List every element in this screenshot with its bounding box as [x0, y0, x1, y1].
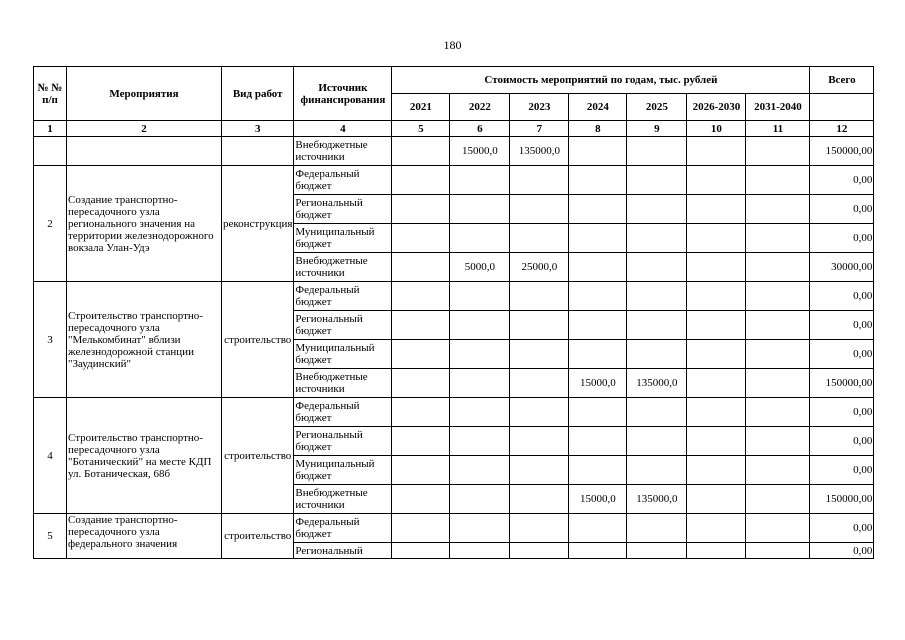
value-cell	[569, 514, 627, 543]
header-year: 2026-2030	[687, 94, 746, 121]
table-row	[34, 166, 874, 195]
value-cell	[627, 340, 687, 369]
source-cell: Муниципальный бюджет	[294, 456, 392, 485]
column-number: 8	[569, 121, 627, 137]
value-cell	[746, 282, 810, 311]
value-cell	[510, 514, 569, 543]
value-cell: 15000,0	[569, 485, 627, 514]
column-number: 1	[34, 121, 67, 137]
kind-cell: строительство	[222, 398, 294, 514]
source-cell: Внебюджетные источники	[294, 369, 392, 398]
column-number: 3	[222, 121, 294, 137]
value-cell	[450, 195, 510, 224]
header-no: № № п/п	[34, 67, 67, 121]
value-cell	[687, 485, 746, 514]
value-cell	[569, 398, 627, 427]
value-cell	[392, 427, 450, 456]
value-cell	[392, 224, 450, 253]
value-cell	[569, 195, 627, 224]
value-cell	[746, 224, 810, 253]
source-cell: Муниципальный бюджет	[294, 224, 392, 253]
value-cell	[569, 543, 627, 559]
value-cell	[450, 543, 510, 559]
value-cell	[569, 340, 627, 369]
value-cell	[450, 427, 510, 456]
header-event: Мероприятия	[67, 67, 222, 121]
header-year: 2031-2040	[746, 94, 810, 121]
source-cell: Региональный	[294, 543, 392, 559]
value-cell	[746, 543, 810, 559]
total-cell: 0,00	[810, 456, 874, 485]
value-cell	[627, 253, 687, 282]
column-number: 4	[294, 121, 392, 137]
column-number: 7	[510, 121, 569, 137]
event-cell: Создание транспортно-пересадочного узла федерального значения	[67, 514, 222, 559]
value-cell	[627, 224, 687, 253]
kind-cell	[222, 137, 294, 166]
row-number: 4	[34, 398, 67, 514]
value-cell: 5000,0	[450, 253, 510, 282]
source-cell: Федеральный бюджет	[294, 514, 392, 543]
column-number: 5	[392, 121, 450, 137]
value-cell	[450, 485, 510, 514]
column-number: 9	[627, 121, 687, 137]
source-cell: Внебюджетные источники	[294, 485, 392, 514]
value-cell	[627, 543, 687, 559]
value-cell	[450, 224, 510, 253]
value-cell	[627, 195, 687, 224]
event-cell: Создание транспортно-пересадочного узла регионального значения на территории железнодорожного вокзала Улан-Удэ	[67, 166, 222, 282]
value-cell	[687, 543, 746, 559]
value-cell	[392, 485, 450, 514]
value-cell	[392, 369, 450, 398]
header-total: Всего	[810, 67, 874, 94]
header-year: 2024	[569, 94, 627, 121]
value-cell	[627, 427, 687, 456]
row-number: 2	[34, 166, 67, 282]
value-cell	[450, 369, 510, 398]
value-cell	[569, 253, 627, 282]
row-number	[34, 137, 67, 166]
value-cell	[510, 456, 569, 485]
value-cell	[450, 398, 510, 427]
header-total-blank	[810, 94, 874, 121]
source-cell: Муниципальный бюджет	[294, 340, 392, 369]
total-cell: 150000,00	[810, 369, 874, 398]
value-cell: 15000,0	[569, 369, 627, 398]
event-cell: Строительство транспортно-пересадочного узла "Ботанический" на месте КДП ул. Ботаническая, 68б	[67, 398, 222, 514]
header-year: 2025	[627, 94, 687, 121]
value-cell	[687, 195, 746, 224]
value-cell	[392, 456, 450, 485]
value-cell	[627, 311, 687, 340]
total-cell: 0,00	[810, 543, 874, 559]
event-cell	[67, 137, 222, 166]
table-header	[34, 67, 874, 121]
value-cell	[687, 311, 746, 340]
value-cell	[392, 195, 450, 224]
value-cell	[746, 427, 810, 456]
value-cell	[746, 514, 810, 543]
source-cell: Региональный бюджет	[294, 427, 392, 456]
value-cell	[510, 340, 569, 369]
value-cell	[392, 282, 450, 311]
value-cell: 135000,0	[510, 137, 569, 166]
source-cell: Региональный бюджет	[294, 195, 392, 224]
budget-table	[33, 66, 874, 559]
value-cell	[687, 398, 746, 427]
value-cell	[687, 340, 746, 369]
value-cell	[687, 224, 746, 253]
value-cell	[746, 456, 810, 485]
value-cell	[450, 282, 510, 311]
value-cell	[687, 253, 746, 282]
value-cell	[510, 543, 569, 559]
value-cell	[392, 398, 450, 427]
total-cell: 0,00	[810, 427, 874, 456]
header-year: 2021	[392, 94, 450, 121]
table-body	[34, 121, 874, 559]
header-year: 2023	[510, 94, 569, 121]
value-cell	[392, 166, 450, 195]
table-row	[34, 398, 874, 427]
value-cell	[569, 456, 627, 485]
event-cell: Строительство транспортно-пересадочного узла "Мелькомбинат" вблизи железнодорожной станции "Заудинский"	[67, 282, 222, 398]
source-cell: Региональный бюджет	[294, 311, 392, 340]
value-cell	[510, 195, 569, 224]
value-cell	[510, 311, 569, 340]
value-cell	[450, 340, 510, 369]
total-cell: 0,00	[810, 166, 874, 195]
value-cell	[569, 427, 627, 456]
total-cell: 0,00	[810, 340, 874, 369]
value-cell	[450, 514, 510, 543]
value-cell	[450, 456, 510, 485]
value-cell	[510, 369, 569, 398]
value-cell	[392, 514, 450, 543]
table-row	[34, 282, 874, 311]
value-cell	[687, 456, 746, 485]
value-cell	[392, 137, 450, 166]
kind-cell: строительство	[222, 282, 294, 398]
header-kind: Вид работ	[222, 67, 294, 121]
header-cost: Стоимость мероприятий по годам, тыс. рублей	[392, 67, 810, 94]
total-cell: 0,00	[810, 398, 874, 427]
value-cell	[746, 195, 810, 224]
value-cell	[627, 282, 687, 311]
value-cell	[569, 166, 627, 195]
column-number: 10	[687, 121, 746, 137]
header-source: Источник финансирования	[294, 67, 392, 121]
value-cell	[746, 253, 810, 282]
value-cell	[687, 137, 746, 166]
value-cell	[392, 543, 450, 559]
value-cell	[627, 514, 687, 543]
column-number-row	[34, 121, 874, 137]
value-cell	[510, 166, 569, 195]
source-cell: Федеральный бюджет	[294, 398, 392, 427]
kind-cell: строительство	[222, 514, 294, 559]
value-cell	[569, 137, 627, 166]
column-number: 12	[810, 121, 874, 137]
table-row	[34, 137, 874, 166]
total-cell: 0,00	[810, 282, 874, 311]
value-cell: 135000,0	[627, 369, 687, 398]
value-cell: 25000,0	[510, 253, 569, 282]
total-cell: 0,00	[810, 514, 874, 543]
value-cell	[627, 166, 687, 195]
value-cell	[687, 514, 746, 543]
row-number: 5	[34, 514, 67, 559]
value-cell: 135000,0	[627, 485, 687, 514]
value-cell	[687, 427, 746, 456]
header-year: 2022	[450, 94, 510, 121]
value-cell	[392, 311, 450, 340]
value-cell	[746, 311, 810, 340]
source-cell: Внебюджетные источники	[294, 137, 392, 166]
value-cell	[569, 282, 627, 311]
page-number: 180	[443, 38, 462, 52]
value-cell	[392, 253, 450, 282]
value-cell	[569, 224, 627, 253]
value-cell	[450, 311, 510, 340]
total-cell: 30000,00	[810, 253, 874, 282]
value-cell	[450, 166, 510, 195]
value-cell	[746, 340, 810, 369]
kind-cell: реконструкция	[222, 166, 294, 282]
row-number: 3	[34, 282, 67, 398]
value-cell	[510, 427, 569, 456]
column-number: 6	[450, 121, 510, 137]
source-cell: Федеральный бюджет	[294, 282, 392, 311]
total-cell: 150000,00	[810, 485, 874, 514]
value-cell	[510, 282, 569, 311]
value-cell	[569, 311, 627, 340]
total-cell: 150000,00	[810, 137, 874, 166]
value-cell	[627, 398, 687, 427]
total-cell: 0,00	[810, 311, 874, 340]
value-cell	[687, 166, 746, 195]
value-cell	[746, 369, 810, 398]
table-row	[34, 514, 874, 543]
value-cell	[746, 166, 810, 195]
column-number: 11	[746, 121, 810, 137]
value-cell	[746, 398, 810, 427]
value-cell	[687, 282, 746, 311]
column-number: 2	[67, 121, 222, 137]
value-cell	[510, 224, 569, 253]
value-cell	[510, 398, 569, 427]
source-cell: Федеральный бюджет	[294, 166, 392, 195]
value-cell	[627, 456, 687, 485]
value-cell	[746, 137, 810, 166]
value-cell	[510, 485, 569, 514]
total-cell: 0,00	[810, 224, 874, 253]
value-cell	[746, 485, 810, 514]
value-cell	[687, 369, 746, 398]
source-cell: Внебюджетные источники	[294, 253, 392, 282]
value-cell	[392, 340, 450, 369]
value-cell	[627, 137, 687, 166]
value-cell: 15000,0	[450, 137, 510, 166]
total-cell: 0,00	[810, 195, 874, 224]
